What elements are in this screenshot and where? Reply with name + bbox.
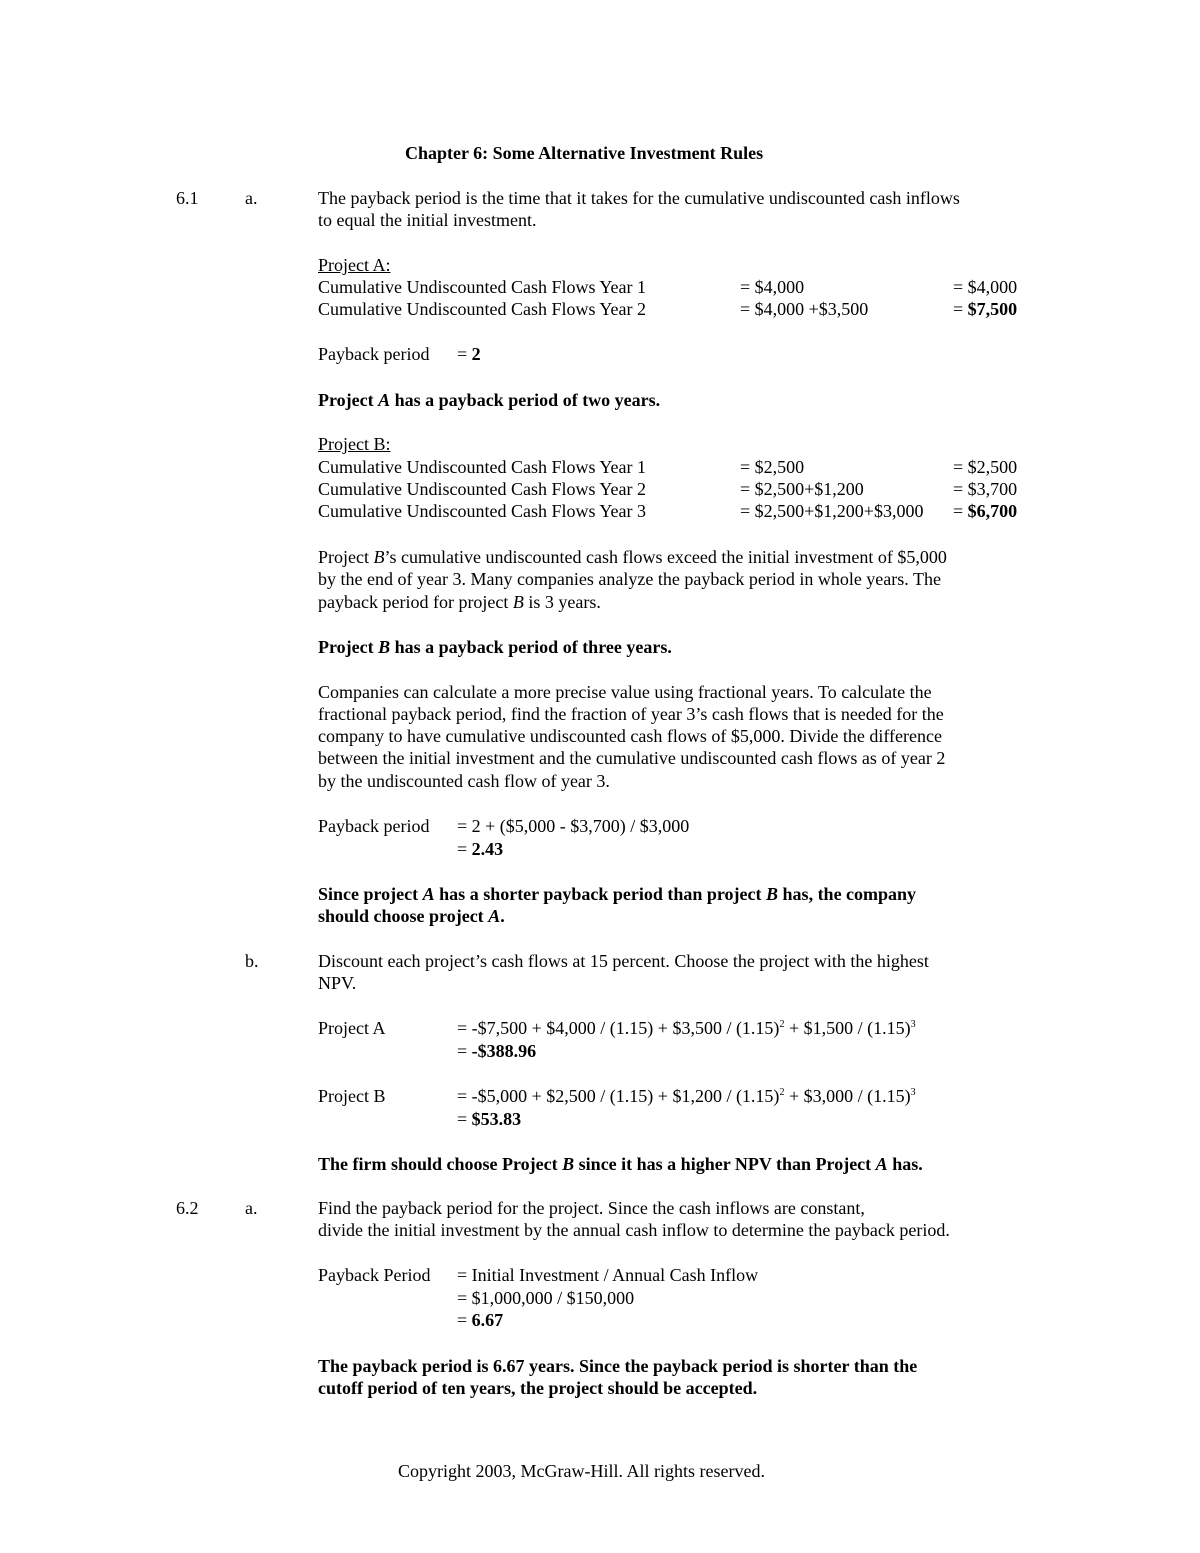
paragraph-line: company to have cumulative undiscounted cash flows of $5,000. Divide the difference: [318, 726, 942, 746]
project-b-conclusion: Project B has a payback period of three years.: [318, 637, 672, 657]
part-letter-b: b.: [245, 951, 259, 971]
payback-formula: = $1,000,000 / $150,000: [457, 1288, 635, 1308]
intro-line: The payback period is the time that it takes for the cumulative undiscounted cash inflows: [318, 188, 960, 208]
npv-formula-a: = -$7,500 + $4,000 / (1.15) + $3,500 / $(1.15)^2$ + $1,500 / $(1.15)^3$: [457, 1018, 916, 1038]
cashflow-row-expr: = $2,500+$1,200: [740, 479, 864, 499]
project-b-heading: Project B:: [318, 434, 391, 454]
payback-value: = 6.67: [457, 1310, 504, 1330]
cashflow-row-label: Cumulative Undiscounted Cash Flows Year 3: [318, 501, 646, 521]
cashflow-row-label: Cumulative Undiscounted Cash Flows Year 1: [318, 457, 646, 477]
payback-label: Payback period: [318, 344, 430, 364]
cashflow-row-label: Cumulative Undiscounted Cash Flows Year 2: [318, 299, 646, 319]
intro-line: Find the payback period for the project. Since the cash inflows are constant,: [318, 1198, 865, 1218]
payback-formula: = 2 + ($5,000 - $3,700) / $3,000: [457, 816, 690, 836]
paragraph-line: payback period for project B is 3 years.: [318, 592, 601, 612]
paragraph-line: fractional payback period, find the fraction of year 3’s cash flows that is needed for the: [318, 704, 944, 724]
payback-label: Payback Period: [318, 1265, 431, 1285]
copyright-footer: Copyright 2003, McGraw-Hill. All rights reserved.: [398, 1461, 765, 1481]
payback-conclusion: The payback period is 6.67 years. Since the payback period is shorter than the: [318, 1356, 918, 1376]
payback-value: = 2: [457, 344, 481, 364]
paragraph-line: Project B’s cumulative undiscounted cash flows exceed the initial investment of $5,000: [318, 547, 947, 567]
paragraph-line: Companies can calculate a more precise value using fractional years. To calculate the: [318, 682, 932, 702]
npv-conclusion: The firm should choose Project B since it has a higher NPV than Project A has.: [318, 1154, 923, 1174]
cashflow-row-expr: = $2,500+$1,200+$3,000: [740, 501, 924, 521]
intro-line: to equal the initial investment.: [318, 210, 537, 230]
cashflow-row-expr: = $2,500: [740, 457, 805, 477]
npv-result-a: = -$388.96: [457, 1041, 537, 1061]
cashflow-row-value: = $4,000: [953, 277, 1018, 297]
final-conclusion: should choose project A.: [318, 906, 505, 926]
intro-line: NPV.: [318, 973, 357, 993]
cashflow-row-expr: = $4,000 +$3,500: [740, 299, 869, 319]
cashflow-row-value: = $7,500: [953, 299, 1018, 319]
cashflow-row-value: = $6,700: [953, 501, 1018, 521]
cashflow-row-value: = $3,700: [953, 479, 1018, 499]
paragraph-line: between the initial investment and the cumulative undiscounted cash flows as of year 2: [318, 748, 946, 768]
part-letter-a: a.: [245, 188, 258, 208]
npv-formula-b: = -$5,000 + $2,500 / (1.15) + $1,200 / $(1.15)^2$ + $3,000 / $(1.15)^3$: [457, 1086, 916, 1106]
cashflow-row-label: Cumulative Undiscounted Cash Flows Year 2: [318, 479, 646, 499]
payback-label: Payback period: [318, 816, 430, 836]
intro-line: Discount each project’s cash flows at 15 percent. Choose the project with the highest: [318, 951, 929, 971]
intro-line: divide the initial investment by the annual cash inflow to determine the payback period.: [318, 1220, 950, 1240]
project-a-heading: Project A:: [318, 255, 391, 275]
npv-label-a: Project A: [318, 1018, 386, 1038]
project-a-conclusion: Project A has a payback period of two years.: [318, 390, 661, 410]
cashflow-row-expr: = $4,000: [740, 277, 805, 297]
problem-number-6-1: 6.1: [176, 188, 199, 208]
npv-result-b: = $53.83: [457, 1109, 522, 1129]
page-title: Chapter 6: Some Alternative Investment Rules: [405, 143, 764, 163]
payback-value: = 2.43: [457, 839, 504, 859]
npv-label-b: Project B: [318, 1086, 386, 1106]
cashflow-row-label: Cumulative Undiscounted Cash Flows Year 1: [318, 277, 646, 297]
payback-formula: = Initial Investment / Annual Cash Inflow: [457, 1265, 759, 1285]
paragraph-line: by the end of year 3. Many companies analyze the payback period in whole years. The: [318, 569, 941, 589]
cashflow-row-value: = $2,500: [953, 457, 1018, 477]
payback-conclusion: cutoff period of ten years, the project should be accepted.: [318, 1378, 758, 1398]
final-conclusion: Since project A has a shorter payback period than project B has, the company: [318, 884, 917, 904]
problem-number-6-2: 6.2: [176, 1198, 199, 1218]
paragraph-line: by the undiscounted cash flow of year 3.: [318, 771, 610, 791]
part-letter-a: a.: [245, 1198, 258, 1218]
